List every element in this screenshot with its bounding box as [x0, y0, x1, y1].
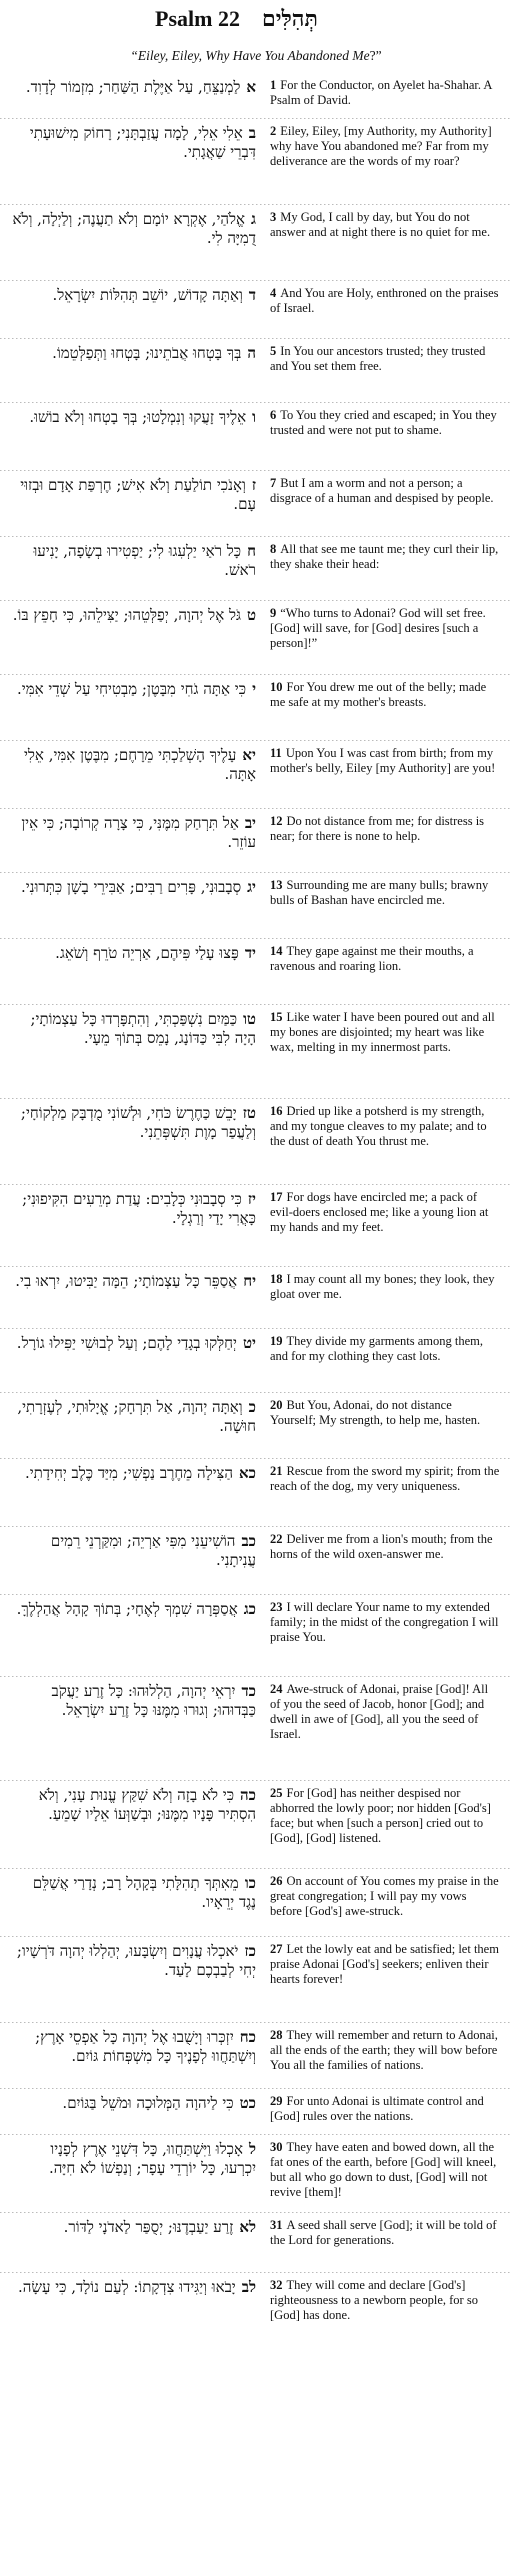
english-verse-text: In You our ancestors trusted; they trusted and You set them free.: [270, 344, 486, 373]
english-text: [270, 606, 500, 651]
hebrew-text: [12, 2278, 256, 2297]
verse-divider: [0, 1328, 512, 1329]
english-verse-text: Do not distance from me; for distress is near; for there is none to help.: [270, 814, 485, 843]
english-text: [270, 1190, 500, 1235]
verse-divider: [0, 1098, 512, 1099]
hebrew-verse-text: אַל תִּרְחַק מִמֶּנִּי, כִּי צָרָה קְרוֹבָה; כִּי אֵין עוֹזֵר.: [21, 814, 256, 851]
english-verse-text: On account of You comes my praise in the great congregation; I will pay my vows before [God's] awe-struck.: [270, 1874, 499, 1918]
verse-number-hebrew: טו: [243, 1010, 256, 1028]
english-verse-text: A seed shall serve [God]; it will be told of the Lord for generations.: [270, 2218, 497, 2247]
verse-number: 16: [270, 1104, 283, 1118]
english-text: [270, 1334, 500, 1364]
verse-number: 13: [270, 878, 283, 892]
verse-divider: [0, 204, 512, 205]
english-verse-text: I will declare Your name to my extended family; in the midst of the congregation I will praise You.: [270, 1600, 499, 1644]
verse-number-hebrew: ה: [247, 344, 256, 362]
hebrew-verse-text: הַצִּילָה מֵחֶרֶב נַפְשִׁי; מִיַּד כֶּלֶב יְחִידָתִי.: [24, 1464, 234, 1482]
english-text: [270, 344, 500, 374]
verse-divider: [0, 118, 512, 119]
english-verse-text: Like water I have been poured out and all my bones are disjointed; my heart was like wax, melting in my innermost parts.: [270, 1010, 495, 1054]
hebrew-text: [12, 1682, 256, 1720]
verse-number: 10: [270, 680, 283, 694]
english-text: [270, 878, 500, 908]
verse-number-hebrew: יב: [244, 814, 256, 832]
verse-divider: [0, 1526, 512, 1527]
verse-number-hebrew: כג: [243, 1600, 256, 1618]
english-verse-text: Surrounding me are many bulls; brawny bulls of Bashan have encircled me.: [270, 878, 489, 907]
verse-number-hebrew: יט: [243, 1334, 256, 1352]
verse-divider: [0, 1936, 512, 1937]
english-text: [270, 2218, 500, 2248]
verse-divider: [0, 402, 512, 403]
hebrew-text: [12, 2140, 256, 2178]
verse-number: 31: [270, 2218, 283, 2232]
hebrew-text: [12, 680, 256, 699]
verse-divider: [0, 1780, 512, 1781]
hebrew-text: [12, 814, 256, 852]
verse-number-hebrew: כח: [239, 2028, 256, 2046]
header: [0, 0, 512, 36]
hebrew-verse-text: יִרְאֵי יְהוָה, הַלְלוּהוּ: כָּל זֶרַע יַעֲקֹב כַּבְּדוּהוּ; וְגוּרוּ מִמֶּנּוּ כָּל זֶרַע יִשְׂרָאֵל.: [51, 1682, 256, 1719]
verse-number-hebrew: לא: [239, 2218, 256, 2236]
english-verse-text: Dried up like a potsherd is my strength, and my tongue cleaves to my palate; and to the dust of death You thrust me.: [270, 1104, 487, 1148]
english-text: [270, 2140, 500, 2200]
verse-number: 12: [270, 814, 283, 828]
english-text: [270, 1010, 500, 1055]
verse-number-hebrew: יג: [247, 878, 256, 896]
hebrew-text: [12, 1786, 256, 1824]
hebrew-verse-text: יִזְכְּרוּ וְיָשֻׁבוּ אֶל יְהוָה כָּל אַפְסֵי אָרֶץ; וְיִשְׁתַּחֲווּ לְפָנֶיךָ כָּל מִשְׁפְּחוֹת גּוֹיִם.: [35, 2028, 256, 2065]
english-verse-text: But You, Adonai, do not distance Yourself; My strength, to help me, hasten.: [270, 1398, 481, 1427]
verse-number-hebrew: יא: [242, 746, 256, 764]
hebrew-text: [12, 1010, 256, 1048]
verse-number: 11: [270, 746, 282, 760]
english-verse-text: Eiley, Eiley, [my Authority, my Authority] why have You abandoned me? Far from my deliverance are the words of my roar?: [270, 124, 492, 168]
verse-number-hebrew: כב: [241, 1532, 256, 1550]
hebrew-text: [12, 344, 256, 363]
page-title: Psalm 22: [155, 6, 240, 31]
verse-number: 25: [270, 1786, 283, 1800]
english-verse-text: I may count all my bones; they look, they gloat over me.: [270, 1272, 495, 1301]
subtitle-text: “Eiley, Eiley, Why Have You Abandoned Me: [130, 48, 370, 63]
english-text: [270, 1464, 500, 1494]
verse-divider: [0, 2088, 512, 2089]
verse-number-hebrew: ו: [252, 408, 256, 426]
verse-number: 29: [270, 2094, 283, 2108]
hebrew-verse-text: הוֹשִׁיעֵנִי מִפִּי אַרְיֵה; וּמִקַּרְנֵי רֵמִים עֲנִיתָנִי.: [50, 1532, 256, 1569]
hebrew-verse-text: כִּי סְבָבוּנִי כְּלָבִים: עֲדַת מְרֵעִים הִקִּיפוּנִי; כָּאֲרִי יָדַי וְרַגְלָי.: [22, 1190, 256, 1227]
verse-number-hebrew: ז: [251, 476, 256, 494]
verse-number: 30: [270, 2140, 283, 2154]
hebrew-verse-text: אֵלִי אֵלִי, לָמָה עֲזַבְתָּנִי; רָחוֹק מִישׁוּעָתִי דִּבְרֵי שַׁאֲגָתִי.: [29, 124, 256, 161]
verse-divider: [0, 280, 512, 281]
hebrew-text: [12, 286, 256, 305]
verse-number: 8: [270, 542, 277, 556]
verse-divider: [0, 1594, 512, 1595]
english-verse-text: They will come and declare [God's] righteousness to a newborn people, for so [God] has done.: [270, 2278, 478, 2322]
hebrew-verse-text: יָבֵשׁ כַּחֶרֶשׂ כֹּחִי, וּלְשׁוֹנִי מֻדְבָּק מַלְקוֹחָי; וְלַעֲפַר מָוֶת תִּשְׁפְּתֵנִי.: [20, 1104, 256, 1141]
verse-number-hebrew: כט: [239, 2094, 256, 2112]
english-verse-text: They divide my garments among them, and for my clothing they cast lots.: [270, 1334, 483, 1363]
hebrew-text: [12, 2094, 256, 2113]
verse-divider: [0, 1266, 512, 1267]
hebrew-text: [12, 2028, 256, 2066]
verse-divider: [0, 938, 512, 939]
verse-divider: [0, 808, 512, 809]
hebrew-text: [12, 606, 256, 625]
hebrew-verse-text: מֵאִתְּךָ תְהִלָּתִי בְּקָהָל רָב; נְדָרַי אֲשַׁלֵּם נֶגֶד יְרֵאָיו.: [32, 1874, 256, 1911]
verse-number: 7: [270, 476, 277, 490]
verse-divider: [0, 1184, 512, 1185]
english-text: [270, 542, 500, 572]
english-verse-text: They will remember and return to Adonai, all the ends of the earth; they will bow before You all the families of nations.: [270, 2028, 498, 2072]
verse-number-hebrew: יח: [243, 1272, 256, 1290]
hebrew-verse-text: כַּמַּיִם נִשְׁפַּכְתִּי, וְהִתְפָּרְדוּ כָּל עַצְמוֹתָי; הָיָה לִבִּי כַּדּוֹנָג, נָמֵס בְּתוֹךְ מֵעָי.: [30, 1010, 256, 1047]
verse-number: 23: [270, 1600, 283, 1614]
verse-number-hebrew: כא: [239, 1464, 256, 1482]
verse-divider: [0, 2272, 512, 2273]
english-verse-text: All that see me taunt me; they curl their lip, they shake their head:: [270, 542, 499, 571]
hebrew-verse-text: לַמְנַצֵּחַ, עַל אַיֶּלֶת הַשַּׁחַר; מִזְמוֹר לְדָוִד.: [25, 78, 241, 96]
verse-number: 19: [270, 1334, 283, 1348]
hebrew-text: [12, 542, 256, 580]
verse-divider: [0, 872, 512, 873]
verse-number: 28: [270, 2028, 283, 2042]
english-text: [270, 124, 500, 169]
verse-number-hebrew: כד: [241, 1682, 256, 1700]
verse-number: 21: [270, 1464, 283, 1478]
english-text: [270, 814, 500, 844]
hebrew-verse-text: סְבָבוּנִי, פָּרִים רַבִּים; אַבִּירֵי בָשָׁן כִּתְּרוּנִי.: [20, 878, 242, 896]
verse-divider: [0, 1392, 512, 1393]
english-text: [270, 944, 500, 974]
verse-number: 24: [270, 1682, 283, 1696]
verse-number: 9: [270, 606, 277, 620]
english-verse-text: They gape against me their mouths, a ravenous and roaring lion.: [270, 944, 474, 973]
english-text: [270, 2278, 500, 2323]
verse-divider: [0, 2212, 512, 2213]
hebrew-text: [12, 2218, 256, 2237]
english-verse-text: Upon You I was cast from birth; from my mother's belly, Eiley [my Authority] are you!: [270, 746, 496, 775]
english-verse-text: “Who turns to Adonai? God will set free. [God] will save, for [God] desires [such a person]!”: [270, 606, 486, 650]
hebrew-text: [12, 1398, 256, 1436]
verse-number-hebrew: ג: [251, 210, 256, 228]
verse-divider: [0, 1458, 512, 1459]
verse-number: 5: [270, 344, 277, 358]
verse-number-hebrew: כה: [240, 1786, 256, 1804]
english-verse-text: For [God] has neither despised nor abhorred the lowly poor; nor hidden [God's] face; but when [such a person] cried out to [God], [God] listened.: [270, 1786, 491, 1845]
hebrew-text: [12, 476, 256, 514]
verse-number: 20: [270, 1398, 283, 1412]
verse-number-hebrew: טז: [242, 1104, 256, 1122]
verse-divider: [0, 674, 512, 675]
verse-number-hebrew: לב: [241, 2278, 256, 2296]
verse-divider: [0, 338, 512, 339]
english-text: [270, 1272, 500, 1302]
hebrew-text: [12, 1874, 256, 1912]
hebrew-text: [12, 1104, 256, 1142]
hebrew-text: [12, 1334, 256, 1353]
english-verse-text: Rescue from the sword my spirit; from the reach of the dog, my very uniqueness.: [270, 1464, 500, 1493]
english-text: [270, 680, 500, 710]
hebrew-text: [12, 878, 256, 897]
hebrew-verse-text: יְחַלְּקוּ בְגָדַי לָהֶם; וְעַל לְבוּשִׁי יַפִּילוּ גוֹרָל.: [16, 1334, 237, 1352]
hebrew-verse-text: וְאַתָּה קָדוֹשׁ, יוֹשֵׁב תְּהִלּוֹת יִשְׂרָאֵל.: [52, 286, 243, 304]
verse-number: 4: [270, 286, 277, 300]
hebrew-verse-text: אֲסַפְּרָה שִׁמְךָ לְאֶחָי; בְּתוֹךְ קָהָל אֲהַלְלֶךָּ.: [16, 1600, 238, 1618]
verse-number: 1: [270, 78, 277, 92]
hebrew-verse-text: וְאָנֹכִי תוֹלַעַת וְלֹא אִישׁ; חֶרְפַּת אָדָם וּבְזוּי עָם.: [20, 476, 256, 513]
hebrew-verse-text: זֶרַע יַעַבְדֶנּוּ; יְסֻפַּר לַאדֹנָי לַדּוֹר.: [63, 2218, 234, 2236]
hebrew-text: [12, 1464, 256, 1483]
english-verse-text: They have eaten and bowed down, all the fat ones of the earth, before [God] will kneel, but all who go down to dust, [God] will not revive [them]!: [270, 2140, 497, 2199]
english-verse-text: To You they cried and escaped; in You they trusted and were not put to shame.: [270, 408, 497, 437]
english-verse-text: And You are Holy, enthroned on the praises of Israel.: [270, 286, 499, 315]
english-text: [270, 1942, 500, 1987]
verse-number-hebrew: ח: [247, 542, 256, 560]
english-verse-text: For dogs have encircled me; a pack of evil-doers enclosed me; like a young lion at my hands and my feet.: [270, 1190, 489, 1234]
hebrew-verse-text: אָכְלוּ וַיִּשְׁתַּחֲווּ, כָּל דִּשְׁנֵי אֶרֶץ לְפָנָיו יִכְרְעוּ, כָּל יוֹרְדֵי עָפָר; וְנַפְשׁוֹ לֹא חִיָּה.: [49, 2140, 256, 2177]
verse-divider: [0, 600, 512, 601]
page-title-hebrew: תְּהִלִּים: [262, 6, 318, 32]
verse-divider: [0, 2134, 512, 2135]
verse-number: 22: [270, 1532, 283, 1546]
verse-number: 18: [270, 1272, 283, 1286]
verse-number-hebrew: כ: [248, 1398, 256, 1416]
verse-number-hebrew: יז: [247, 1190, 256, 1208]
english-text: [270, 746, 500, 776]
verse-divider: [0, 470, 512, 471]
hebrew-verse-text: עָלֶיךָ הָשְׁלַכְתִּי מֵרָחֶם; מִבֶּטֶן אִמִּי, אֵלִי אָתָּה.: [23, 746, 256, 783]
english-text: [270, 1682, 500, 1742]
english-text: [270, 1104, 500, 1149]
english-verse-text: Awe-struck of Adonai, praise [God]! All of you the seed of Jacob, honor [God]; and dwell in awe of [God], all you the seed of Israel.: [270, 1682, 489, 1741]
verse-number: 32: [270, 2278, 283, 2292]
hebrew-verse-text: כִּי לֹא בָזָה וְלֹא שִׁקַּץ עֱנוּת עָנִי, וְלֹא הִסְתִּיר פָּנָיו מִמֶּנּוּ; וּבְשַׁוְּעוֹ אֵלָיו שָׁמֵעַ.: [38, 1786, 256, 1823]
verse-divider: [0, 740, 512, 741]
verse-number: 3: [270, 210, 277, 224]
english-text: [270, 1874, 500, 1919]
hebrew-text: [12, 1942, 256, 1980]
verse-divider: [0, 536, 512, 537]
verse-divider: [0, 1004, 512, 1005]
hebrew-text: [12, 408, 256, 427]
hebrew-verse-text: כָּל רֹאַי יַלְעִגוּ לִי; יַפְטִירוּ בְשָׂפָה, יָנִיעוּ רֹאשׁ.: [33, 542, 256, 579]
english-text: [270, 1600, 500, 1645]
verse-divider: [0, 2022, 512, 2023]
english-text: [270, 210, 500, 240]
verse-number-hebrew: י: [252, 680, 256, 698]
verse-number: 14: [270, 944, 283, 958]
hebrew-verse-text: פָּצוּ עָלַי פִּיהֶם, אַרְיֵה טֹרֵף וְשֹׁאֵג.: [55, 944, 239, 962]
hebrew-verse-text: בְּךָ בָּטְחוּ אֲבֹתֵינוּ; בָּטְחוּ וַתְּפַלְּטֵמוֹ.: [52, 344, 242, 362]
english-verse-text: Deliver me from a lion's mouth; from the horns of the wild oxen-answer me.: [270, 1532, 493, 1561]
english-verse-text: But I am a worm and not a person; a disgrace of a human and despised by people.: [270, 476, 494, 505]
verse-number: 26: [270, 1874, 283, 1888]
hebrew-text: [12, 1600, 256, 1619]
verse-number: 17: [270, 1190, 283, 1204]
hebrew-verse-text: יָבֹאוּ וְיַגִּידוּ צִדְקָתוֹ: לְעַם נוֹלָד, כִּי עָשָׂה.: [17, 2278, 236, 2296]
english-text: [270, 2094, 500, 2124]
english-verse-text: Let the lowly eat and be satisfied; let them praise Adonai [God's] seekers; enliven their hearts forever!: [270, 1942, 499, 1986]
hebrew-text: [12, 78, 256, 97]
verse-number-hebrew: א: [246, 78, 256, 96]
english-verse-text: For You drew me out of the belly; made me safe at my mother's breasts.: [270, 680, 487, 709]
hebrew-text: [12, 124, 256, 162]
verse-divider: [0, 1676, 512, 1677]
hebrew-verse-text: אֲסַפֵּר כָּל עַצְמוֹתָי; הֵמָּה יַבִּיטוּ, יִרְאוּ בִי.: [15, 1272, 238, 1290]
verse-number: 2: [270, 124, 277, 138]
hebrew-verse-text: יֹאכְלוּ עֲנָוִים וְיִשְׂבָּעוּ, יְהַלְלוּ יְהוָה דֹּרְשָׁיו; יְחִי לְבַבְכֶם לָעַד.: [16, 1942, 256, 1979]
verse-number: 15: [270, 1010, 283, 1024]
english-text: [270, 476, 500, 506]
subtitle-tail: ?”: [369, 48, 382, 63]
verse-number-hebrew: כז: [244, 1942, 256, 1960]
english-verse-text: For unto Adonai is ultimate control and [God] rules over the nations.: [270, 2094, 484, 2123]
verse-number-hebrew: ב: [248, 124, 256, 142]
english-verse-text: For the Conductor, on Ayelet ha-Shahar. A Psalm of David.: [270, 78, 492, 107]
verse-divider: [0, 1868, 512, 1869]
english-text: [270, 78, 500, 108]
english-text: [270, 408, 500, 438]
hebrew-text: [12, 1532, 256, 1570]
verse-number-hebrew: יד: [244, 944, 256, 962]
subtitle: [0, 48, 512, 64]
hebrew-verse-text: כִּי אַתָּה גֹחִי מִבָּטֶן; מַבְטִיחִי עַל שְׁדֵי אִמִּי.: [17, 680, 247, 698]
verse-number-hebrew: ד: [248, 286, 256, 304]
english-verse-text: My God, I call by day, but You do not answer and at night there is no quiet for me.: [270, 210, 491, 239]
hebrew-text: [12, 746, 256, 784]
verse-number-hebrew: ל: [248, 2140, 256, 2158]
hebrew-text: [12, 1272, 256, 1291]
verse-number-hebrew: כו: [244, 1874, 256, 1892]
verse-number-hebrew: ט: [246, 606, 256, 624]
hebrew-text: [12, 210, 256, 248]
english-text: [270, 2028, 500, 2073]
hebrew-verse-text: כִּי לַיהוָה הַמְּלוּכָה וּמֹשֵׁל בַּגּוֹיִם.: [62, 2094, 234, 2112]
hebrew-verse-text: וְאַתָּה יְהוָה, אַל תִּרְחָק; אֱיָלוּתִי, לְעֶזְרָתִי, חוּשָׁה.: [17, 1398, 256, 1435]
verse-number: 6: [270, 408, 277, 422]
hebrew-verse-text: אֵלֶיךָ זָעֲקוּ וְנִמְלָטוּ; בְּךָ בָטְחוּ וְלֹא בוֹשׁוּ.: [29, 408, 247, 426]
hebrew-text: [12, 944, 256, 963]
hebrew-verse-text: אֱלֹהַי, אֶקְרָא יוֹמָם וְלֹא תַעֲנֶה; וְלַיְלָה, וְלֹא דֻמִיָּה לִי.: [12, 210, 256, 247]
verse-number: 27: [270, 1942, 283, 1956]
hebrew-verse-text: גֹּל אֶל יְהוָה, יְפַלְּטֵהוּ; יַצִּילֵהוּ, כִּי חָפֵץ בּוֹ.: [12, 606, 241, 624]
english-text: [270, 1786, 500, 1846]
english-text: [270, 286, 500, 316]
hebrew-text: [12, 1190, 256, 1228]
english-text: [270, 1398, 500, 1428]
english-text: [270, 1532, 500, 1562]
